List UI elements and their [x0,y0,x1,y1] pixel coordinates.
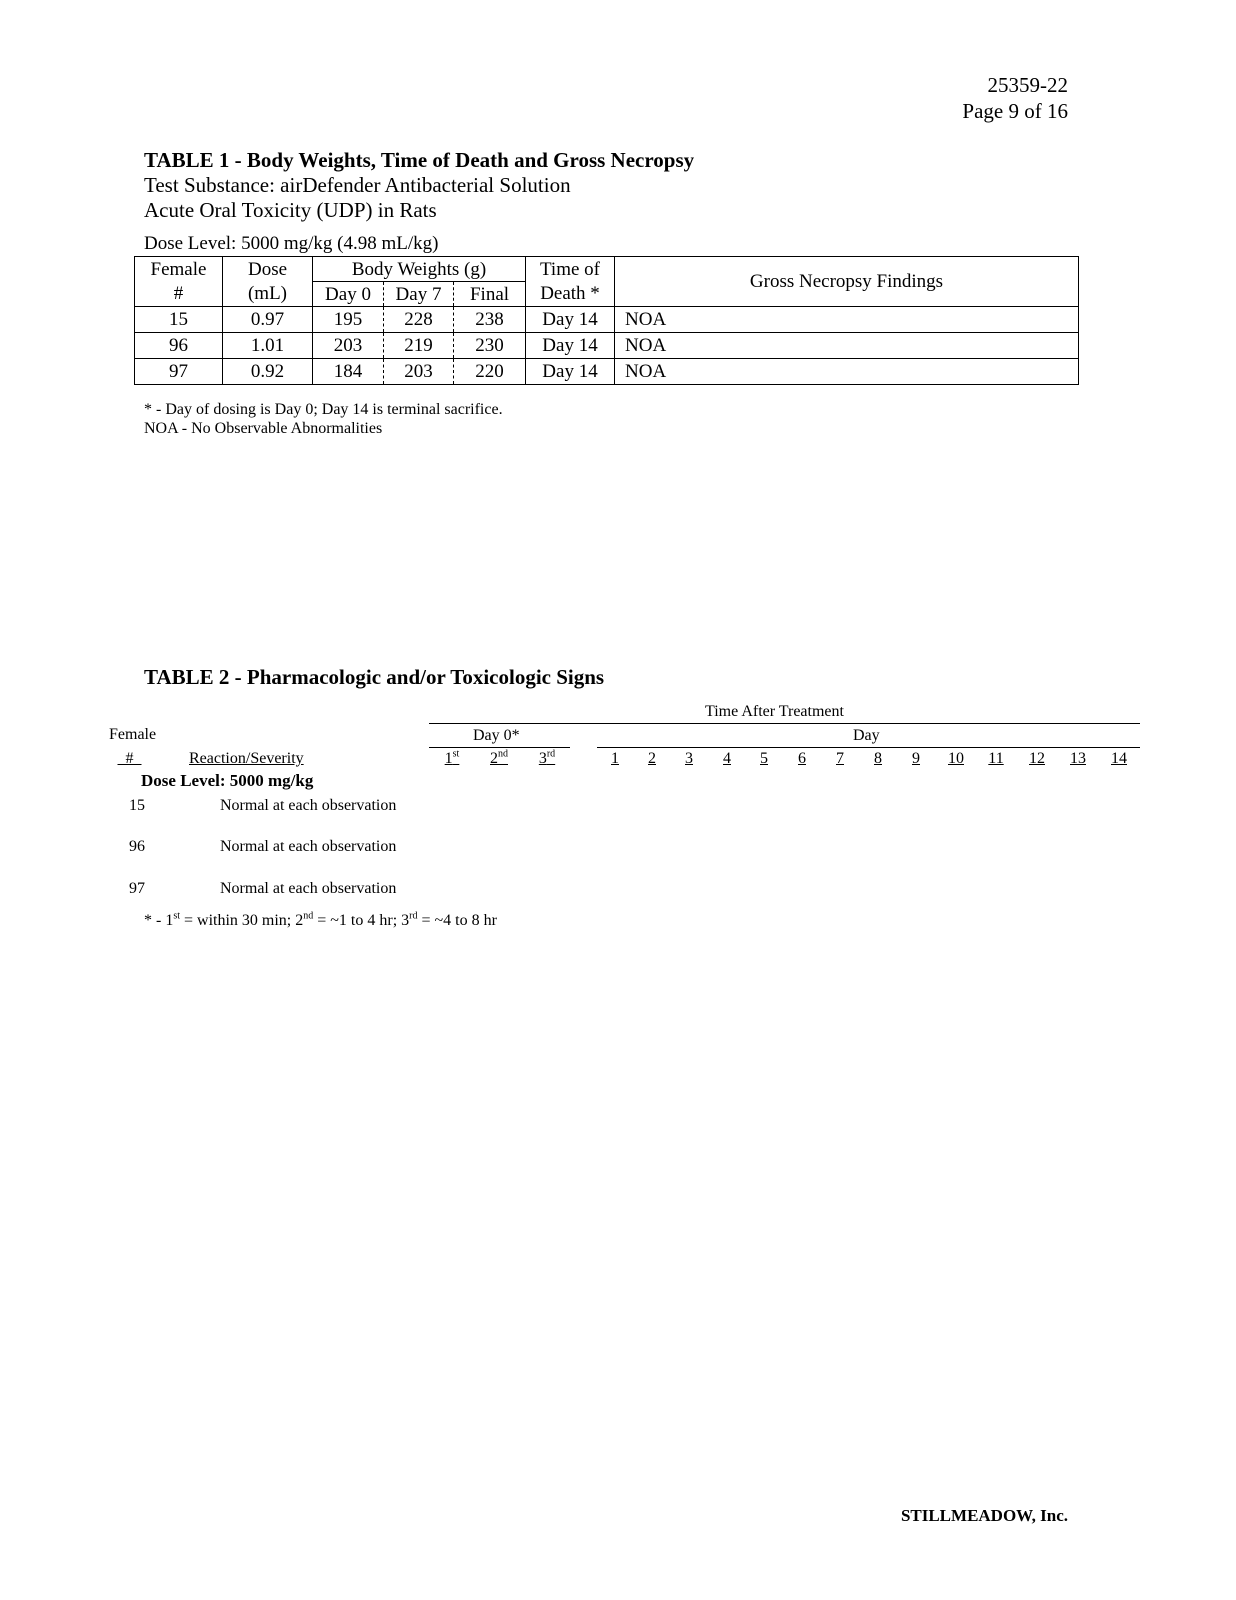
cell-death: Day 14 [526,307,615,333]
hash-label: # [125,750,134,767]
cell-female: 97 [135,359,223,385]
cell-day7: 228 [384,307,454,333]
cell-day0: 184 [313,359,384,385]
obs-3rd: 3rd [538,748,556,767]
row-reaction: Normal at each observation [220,880,397,897]
header-time-of-death: Time of [526,257,615,282]
obs-1st: 1st [444,748,460,767]
header-female-hash: # [135,282,223,307]
reaction-severity-label: Reaction/Severity [189,750,304,767]
day-col: 8 [874,750,882,767]
divider [597,747,1140,748]
divider [429,723,1140,724]
table2-title: TABLE 2 - Pharmacologic and/or Toxicologic Signs [144,665,605,689]
cell-final: 230 [454,333,526,359]
table1-substance: Test Substance: airDefender Antibacterial Solution [144,173,571,197]
row-reaction: Normal at each observation [220,797,397,814]
cell-day0: 195 [313,307,384,333]
cell-final: 220 [454,359,526,385]
table1-study: Acute Oral Toxicity (UDP) in Rats [144,198,437,222]
female-label: Female [109,726,157,743]
cell-dose: 0.92 [223,359,313,385]
table-row [135,307,1079,333]
document-number: 25359-22 [987,73,1068,97]
header-gross-necropsy: Gross Necropsy Findings [615,257,1079,307]
body-weights-table [134,256,1079,385]
time-after-treatment: Time After Treatment [705,703,844,720]
day-col: 5 [760,750,768,767]
day-col: 6 [798,750,806,767]
day0-label: Day 0* [473,727,520,744]
day-col: 3 [685,750,693,767]
day-col: 4 [723,750,731,767]
day-col: 7 [836,750,844,767]
header-day0: Day 0 [313,282,384,307]
cell-dose: 0.97 [223,307,313,333]
row-id: 96 [129,838,145,855]
day-col: 12 [1029,750,1045,767]
cell-day7: 219 [384,333,454,359]
cell-day7: 203 [384,359,454,385]
table1-note-noa: NOA - No Observable Abnormalities [144,420,383,437]
table2-footnote: * - 1st = within 30 min; 2nd = ~1 to 4 hr; 3rd = ~4 to 8 hr [144,910,497,929]
day-col: 1 [611,750,619,767]
day-col: 13 [1070,750,1086,767]
table1-note-death: * - Day of dosing is Day 0; Day 14 is terminal sacrifice. [144,401,503,418]
obs-2nd: 2nd [490,748,508,767]
day-label: Day [853,727,880,744]
day-col: 9 [912,750,920,767]
cell-female: 15 [135,307,223,333]
row-id: 97 [129,880,145,897]
header-dose: Dose [223,257,313,282]
table2-dose-level: Dose Level: 5000 mg/kg [141,771,314,790]
table-row [135,333,1079,359]
header-day7: Day 7 [384,282,454,307]
header-female: Female [135,257,223,282]
table-row [135,359,1079,385]
day-col: 10 [948,750,964,767]
header-final: Final [454,282,526,307]
cell-final: 238 [454,307,526,333]
header-body-weights: Body Weights (g) [313,257,526,282]
table1-title: TABLE 1 - Body Weights, Time of Death and Gross Necropsy [144,148,695,172]
day-col: 14 [1111,750,1127,767]
day-col: 2 [648,750,656,767]
header-dose-unit: (mL) [223,282,313,307]
day-col: 11 [988,750,1004,767]
page-number: Page 9 of 16 [962,99,1068,123]
row-reaction: Normal at each observation [220,838,397,855]
cell-findings: NOA [615,359,1079,385]
row-id: 15 [129,797,145,814]
cell-death: Day 14 [526,333,615,359]
header-death: Death * [526,282,615,307]
cell-day0: 203 [313,333,384,359]
cell-findings: NOA [615,333,1079,359]
cell-dose: 1.01 [223,333,313,359]
cell-female: 96 [135,333,223,359]
cell-death: Day 14 [526,359,615,385]
cell-findings: NOA [615,307,1079,333]
table1-dose-level: Dose Level: 5000 mg/kg (4.98 mL/kg) [144,233,439,254]
company-footer: STILLMEADOW, Inc. [900,1506,1068,1525]
